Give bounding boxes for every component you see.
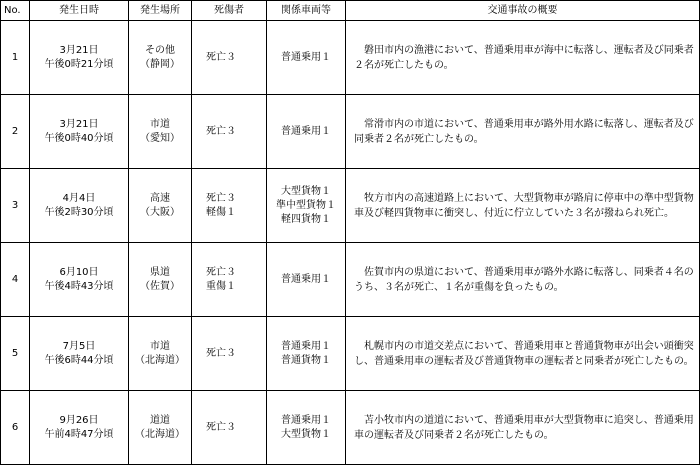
row-summary xyxy=(346,169,700,243)
row-summary-text: 札幌市内の市道交差点において、普通乗用車と普通貨物車が出会い頭衝突し、普通乗用車の運転者及び普通貨物車の運転者と同乗者が死亡したもの。 xyxy=(354,340,694,367)
row-summary-text: 常滑市内の市道において、普通乗用車が路外用水路に転落し、運転者及び同乗者２名が死亡したもの。 xyxy=(354,118,694,145)
row-summary xyxy=(346,95,700,169)
header-datetime: 発生日時 xyxy=(30,1,129,21)
row-vehicle: 普通乗用１ xyxy=(281,51,331,63)
row-vehicle: 普通乗用１ xyxy=(281,414,331,426)
row-time: 午後6時44分頃 xyxy=(44,354,114,366)
row-no: 1 xyxy=(1,21,30,95)
row-time: 午後0時40分頃 xyxy=(44,132,114,144)
row-date: 7月5日 xyxy=(62,340,96,352)
row-summary-text: 苫小牧市内の道道において、普通乗用車が大型貨物車に追突し、普通乗用車の運転者及び同乗者２名が死亡したもの。 xyxy=(354,414,694,441)
row-casualty: 死亡３ xyxy=(206,192,236,204)
row-casualty: 死亡３ xyxy=(206,347,236,359)
row-casualty: 重傷１ xyxy=(206,280,236,292)
row-place xyxy=(129,243,192,317)
row-vehicles xyxy=(267,391,346,465)
row-casualty: 死亡３ xyxy=(206,421,236,433)
row-casualties xyxy=(192,317,267,391)
row-no: 3 xyxy=(1,169,30,243)
row-time: 午後4時43分頃 xyxy=(44,280,114,292)
row-no: 4 xyxy=(1,243,30,317)
header-vehicles: 関係車両等 xyxy=(267,1,346,21)
row-summary xyxy=(346,391,700,465)
row-place-pref: （佐賀） xyxy=(140,280,180,292)
row-place xyxy=(129,95,192,169)
row-place-type: 市道 xyxy=(150,118,170,130)
table-row xyxy=(1,95,700,169)
row-vehicle: 軽四貨物１ xyxy=(281,213,331,225)
row-place-type: 市道 xyxy=(150,340,170,352)
row-casualty: 死亡３ xyxy=(206,125,236,137)
row-vehicle: 普通貨物１ xyxy=(281,354,331,366)
row-casualty: 軽傷１ xyxy=(206,206,236,218)
row-summary xyxy=(346,21,700,95)
row-casualties xyxy=(192,21,267,95)
row-date: 9月26日 xyxy=(59,414,99,426)
row-time: 午後0時21分頃 xyxy=(44,58,114,70)
row-place-type: その他 xyxy=(145,44,175,56)
row-place-pref: （北海道） xyxy=(135,354,185,366)
row-place xyxy=(129,169,192,243)
row-no: 2 xyxy=(1,95,30,169)
row-summary-text: 磐田市内の漁港において、普通乗用車が海中に転落し、運転者及び同乗者２名が死亡したもの。 xyxy=(354,44,694,71)
header-row xyxy=(1,1,700,21)
table-row xyxy=(1,169,700,243)
row-place xyxy=(129,21,192,95)
row-casualties xyxy=(192,95,267,169)
table-row xyxy=(1,317,700,391)
row-vehicles xyxy=(267,243,346,317)
row-place-type: 高速 xyxy=(150,192,170,204)
table-row xyxy=(1,391,700,465)
row-datetime xyxy=(30,21,129,95)
row-place-pref: （愛知） xyxy=(140,132,180,144)
row-vehicle: 普通乗用１ xyxy=(281,125,331,137)
row-vehicle: 準中型貨物１ xyxy=(276,199,336,211)
row-place-pref: （北海道） xyxy=(135,428,185,440)
row-vehicle: 大型貨物１ xyxy=(281,428,331,440)
row-casualty: 死亡３ xyxy=(206,51,236,63)
row-vehicles xyxy=(267,21,346,95)
row-casualties xyxy=(192,243,267,317)
row-place-type: 県道 xyxy=(150,266,170,278)
row-place-type: 道道 xyxy=(150,414,170,426)
row-date: 4月4日 xyxy=(62,192,96,204)
row-casualties xyxy=(192,391,267,465)
row-datetime xyxy=(30,391,129,465)
row-time: 午後2時30分頃 xyxy=(44,206,114,218)
row-vehicle: 大型貨物１ xyxy=(281,185,331,197)
row-date: 3月21日 xyxy=(59,44,99,56)
table-body xyxy=(1,21,700,465)
row-summary-text: 佐賀市内の県道において、普通乗用車が路外水路に転落し、同乗者４名のうち、３名が死亡、１名が重傷を負ったもの。 xyxy=(354,266,694,293)
row-date: 3月21日 xyxy=(59,118,99,130)
header-casualties: 死傷者 xyxy=(192,1,267,21)
row-time: 午前4時47分頃 xyxy=(44,428,114,440)
row-vehicles xyxy=(267,317,346,391)
row-vehicle: 普通乗用１ xyxy=(281,273,331,285)
row-place xyxy=(129,317,192,391)
table-row xyxy=(1,21,700,95)
row-place xyxy=(129,391,192,465)
row-datetime xyxy=(30,243,129,317)
row-no: 5 xyxy=(1,317,30,391)
row-place-pref: （静岡） xyxy=(140,58,180,70)
row-summary-text: 牧方市内の高速道路上において、大型貨物車が路肩に停車中の準中型貨物車及び軽四貨物車に衝突し、付近に佇立していた３名が撥ねられ死亡。 xyxy=(354,192,694,219)
row-summary xyxy=(346,243,700,317)
row-vehicles xyxy=(267,169,346,243)
row-place-pref: （大阪） xyxy=(140,206,180,218)
row-vehicle: 普通乗用１ xyxy=(281,340,331,352)
row-casualty: 死亡３ xyxy=(206,266,236,278)
table-header xyxy=(1,1,700,21)
header-no: No. xyxy=(1,1,30,21)
header-place: 発生場所 xyxy=(129,1,192,21)
row-datetime xyxy=(30,317,129,391)
row-datetime xyxy=(30,95,129,169)
row-date: 6月10日 xyxy=(59,266,99,278)
table-row xyxy=(1,243,700,317)
row-no: 6 xyxy=(1,391,30,465)
header-summary: 交通事故の概要 xyxy=(346,1,700,21)
row-casualties xyxy=(192,169,267,243)
row-datetime xyxy=(30,169,129,243)
row-summary xyxy=(346,317,700,391)
row-vehicles xyxy=(267,95,346,169)
